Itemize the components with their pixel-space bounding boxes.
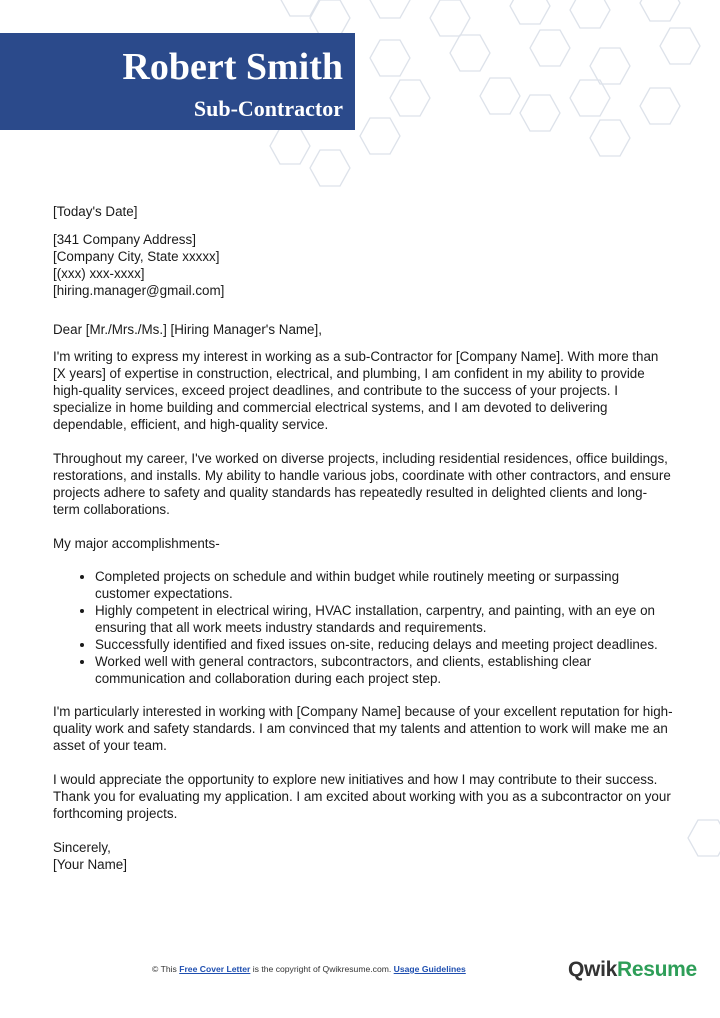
paragraph-career: Throughout my career, I've worked on diverse projects, including residential residences, office buildings, restorations, and installs. My ability to handle various jobs, coordinate with other contractors, and ensure projects adhere to safety and quality standards has repeatedly resulted in delighted clients and long-term collaborations. (53, 451, 671, 517)
paragraph-closing: I would appreciate the opportunity to explore new initiatives and how I may contribute to their success. Thank you for evaluating my application. I am excited about working with you as a subcontractor on your forthcoming projects. (53, 772, 671, 821)
footer (0, 958, 720, 982)
hex-shape (360, 118, 400, 154)
paragraph-intro: I'm writing to express my interest in working as a sub-Contractor for [Company Name]. With more than [X years] of expertise in construction, electrical, and plumbing, I am confident in my ability to provide high-quality services, exceed project deadlines, and contribute to the success of your projects. I specialize in home building and commercial electrical systems, and I am devoted to delivering dependable, efficient, and high-quality service. (53, 349, 659, 432)
salutation: Dear [Mr./Mrs./Ms.] [Hiring Manager's Name], (53, 322, 322, 337)
hex-shape (570, 0, 610, 28)
qwikresume-logo[interactable] (568, 958, 697, 982)
address-line: [(xxx) xxx-xxxx] (53, 266, 145, 281)
list-item: • Worked well with general contractors, subcontractors, and clients, establishing clear communication and collaboration during each project step. (95, 653, 673, 687)
hex-shape (570, 80, 610, 116)
hex-shape (370, 0, 410, 18)
letter-body (53, 203, 673, 873)
accomplishments-heading: My major accomplishments- (53, 536, 220, 551)
hex-shape (310, 150, 350, 186)
hex-shape (688, 820, 720, 856)
hex-shape (530, 30, 570, 66)
address-line: [341 Company Address] (53, 232, 196, 247)
hex-shape (640, 88, 680, 124)
list-item: • Completed projects on schedule and within budget while routinely meeting or surpassing customer expectations. (95, 568, 673, 602)
hex-shape (450, 35, 490, 71)
address-line: [hiring.manager@gmail.com] (53, 283, 225, 298)
address-line: [Company City, State xxxxx] (53, 249, 220, 264)
hex-shape (390, 80, 430, 116)
job-title: Sub-Contractor (193, 96, 343, 121)
accomplishments-list (53, 568, 673, 687)
hex-shape (370, 40, 410, 76)
free-cover-letter-link[interactable]: Free Cover Letter (179, 964, 251, 974)
logo-part-qwik: Qwik (568, 958, 617, 981)
list-item: • Highly competent in electrical wiring, HVAC installation, carpentry, and painting, with an eye on ensuring that all work meets industry standards and requirements. (95, 602, 673, 636)
list-item: • Successfully identified and fixed issues on-site, reducing delays and meeting project deadlines. (95, 636, 673, 653)
hex-shape (270, 128, 310, 164)
hex-shape (660, 28, 700, 64)
closing-line: Sincerely, (53, 840, 111, 855)
candidate-name: Robert Smith (122, 46, 343, 88)
header-band (0, 33, 355, 130)
hex-shape (310, 0, 350, 36)
logo-part-resume: Resume (616, 958, 697, 981)
hex-shape (590, 48, 630, 84)
hex-shape (510, 0, 550, 24)
copyright-prefix: © This (152, 964, 177, 974)
hex-shape (280, 0, 320, 16)
hex-shape (590, 120, 630, 156)
recipient-address (53, 231, 673, 299)
signature: [Your Name] (53, 857, 127, 872)
hex-shape (520, 95, 560, 131)
usage-guidelines-link[interactable]: Usage Guidelines (393, 964, 466, 974)
hex-shape (640, 0, 680, 21)
copyright-notice (152, 964, 466, 974)
paragraph-interest: I'm particularly interested in working with [Company Name] because of your excellent reputation for high-quality work and safety standards. I am convinced that my talents and attention to work will make me an asset of your team. (53, 704, 673, 753)
hex-shape (480, 78, 520, 114)
letter-date: [Today's Date] (53, 204, 138, 219)
copyright-middle: is the copyright of Qwikresume.com. (252, 964, 392, 974)
hex-shape (430, 0, 470, 36)
